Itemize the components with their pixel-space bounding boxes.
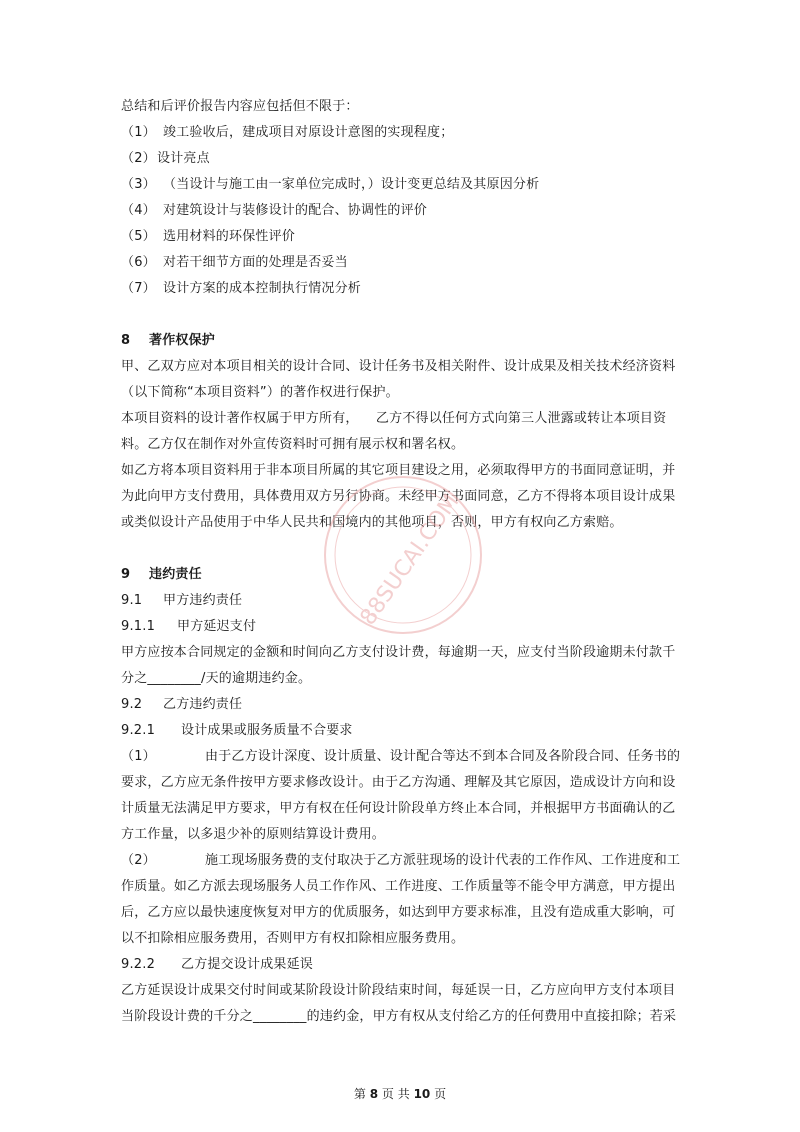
list-item-number: （2） bbox=[121, 151, 156, 166]
list-item bbox=[121, 120, 681, 146]
list-item-number: （4） bbox=[121, 203, 156, 218]
paragraph-line: 分之________/天的逾期违约金。 bbox=[121, 671, 312, 686]
footer-suffix: 页 bbox=[434, 1087, 447, 1101]
intro-list bbox=[121, 120, 681, 302]
list-item-number: （3） bbox=[121, 177, 156, 192]
list-item-text: 施工现场服务费的支付取决于乙方派驻现场的设计代表的工作作风、工作进度和工 bbox=[205, 853, 681, 868]
paragraph-line: 料。乙方仅在制作对外宣传资料时可拥有展示权和署名权。 bbox=[121, 437, 465, 452]
footer-page-number: 8 bbox=[369, 1087, 379, 1101]
list-item-number: （6） bbox=[121, 255, 156, 270]
paragraph-line: 如乙方将本项目资料用于非本项目所属的其它项目建设之用，必须取得甲方的书面同意证明，并 bbox=[121, 463, 676, 478]
page-footer bbox=[0, 1085, 800, 1102]
subsection-9-2-heading bbox=[121, 692, 681, 718]
paragraph-line: 后，乙方应以最快速度恢复对甲方的优质服务，如达到甲方要求标准，且没有造成重大影响，可 bbox=[121, 905, 676, 920]
paragraph-line: 作质量。如乙方派去现场服务人员工作作风、工作进度、工作质量等不能令甲方满意，甲方提出 bbox=[121, 879, 676, 894]
subsection-number: 9.1.1 bbox=[121, 619, 156, 634]
section-8-heading bbox=[121, 328, 681, 354]
paragraph-line bbox=[121, 744, 681, 770]
paragraph-line bbox=[121, 848, 681, 874]
paragraph-line: 当阶段设计费的千分之________的违约金，甲方有权从支付给乙方的任何费用中直接扣除；若采 bbox=[121, 1009, 677, 1024]
paragraph-line: （以下简称“本项目资料”）的著作权进行保护。 bbox=[121, 385, 399, 400]
paragraph-line: 乙方延误设计成果交付时间或某阶段设计阶段结束时间，每延误一日，乙方应向甲方支付本项目 bbox=[121, 983, 676, 998]
section-8-body bbox=[121, 354, 681, 536]
list-item-text: 对若干细节方面的处理是否妥当 bbox=[163, 255, 348, 270]
footer-total-pages: 10 bbox=[413, 1087, 431, 1101]
watermark-text: 88SUCAI.COM bbox=[355, 489, 465, 630]
subsection-title: 设计成果或服务质量不合要求 bbox=[181, 723, 353, 738]
item-9-2-1-2 bbox=[121, 848, 681, 952]
section-number: 8 bbox=[121, 333, 131, 348]
list-item-text: 设计方案的成本控制执行情况分析 bbox=[163, 281, 362, 296]
paragraph-line: 以不扣除相应服务费用，否则甲方有权扣除相应服务费用。 bbox=[121, 931, 465, 946]
subsection-number: 9.2 bbox=[121, 697, 143, 712]
subsection-number: 9.1 bbox=[121, 593, 143, 608]
paragraph-line: 计质量无法满足甲方要求，甲方有权在任何设计阶段单方终止本合同，并根据甲方书面确认的乙 bbox=[121, 801, 676, 816]
paragraph-line: 本项目资料的设计著作权属于甲方所有， 乙方不得以任何方式向第三人泄露或转让本项目资 bbox=[121, 411, 667, 426]
paragraph-line: 甲方应按本合同规定的金额和时间向乙方支付设计费，每逾期一天，应支付当阶段逾期未付款千 bbox=[121, 645, 676, 660]
paragraph-line: 要求，乙方应无条件按甲方要求修改设计。由于乙方沟通、理解及其它原因，造成设计方向和设 bbox=[121, 775, 676, 790]
list-item-text: 由于乙方设计深度、设计质量、设计配合等达不到本合同及各阶段合同、任务书的 bbox=[205, 749, 681, 764]
subsection-9-1-heading bbox=[121, 588, 681, 614]
list-item-text: 选用材料的环保性评价 bbox=[163, 229, 296, 244]
list-item bbox=[121, 172, 681, 198]
list-item-number: （5） bbox=[121, 229, 156, 244]
paragraph-line: 或类似设计产品使用于中华人民共和国境内的其他项目，否则，甲方有权向乙方索赔。 bbox=[121, 515, 623, 530]
list-item-text: （当设计与施工由一家单位完成时，）设计变更总结及其原因分析 bbox=[163, 177, 540, 192]
footer-mid: 页 共 bbox=[381, 1087, 410, 1101]
list-item-text: 设计亮点 bbox=[157, 151, 210, 166]
list-item-number: （7） bbox=[121, 281, 156, 296]
list-item bbox=[121, 198, 681, 224]
paragraph-line: 为此向甲方支付费用，具体费用双方另行协商。未经甲方书面同意，乙方不得将本项目设计成果 bbox=[121, 489, 676, 504]
subsection-number: 9.2.2 bbox=[121, 957, 156, 972]
list-item-number: （2） bbox=[121, 853, 156, 868]
section-number: 9 bbox=[121, 567, 131, 582]
subsection-title: 乙方违约责任 bbox=[163, 697, 243, 712]
subsection-title: 甲方违约责任 bbox=[163, 593, 243, 608]
subsection-9-1-1-heading bbox=[121, 614, 681, 640]
list-item bbox=[121, 250, 681, 276]
subsection-title: 乙方提交设计成果延误 bbox=[181, 957, 314, 972]
list-item-text: 对建筑设计与装修设计的配合、协调性的评价 bbox=[163, 203, 428, 218]
section-title: 违约责任 bbox=[149, 567, 202, 582]
section-9-heading bbox=[121, 562, 681, 588]
intro-paragraph: 总结和后评价报告内容应包括但不限于： bbox=[121, 99, 359, 114]
list-item-number: （1） bbox=[121, 125, 156, 140]
list-item-text: 竣工验收后，建成项目对原设计意图的实现程度； bbox=[163, 125, 454, 140]
list-item bbox=[121, 146, 681, 172]
subsection-title: 甲方延迟支付 bbox=[177, 619, 257, 634]
paragraph-line: 甲、乙双方应对本项目相关的设计合同、设计任务书及相关附件、设计成果及相关技术经济资料 bbox=[121, 359, 676, 374]
list-item-number: （1） bbox=[121, 749, 156, 764]
footer-prefix: 第 bbox=[353, 1087, 366, 1101]
paragraph-line: 方工作量，以多退少补的原则结算设计费用。 bbox=[121, 827, 386, 842]
subsection-number: 9.2.1 bbox=[121, 723, 156, 738]
list-item bbox=[121, 224, 681, 250]
subsection-9-2-2-heading bbox=[121, 952, 681, 978]
document-body bbox=[121, 94, 681, 1030]
item-9-2-1-1 bbox=[121, 744, 681, 848]
subsection-9-2-1-heading bbox=[121, 718, 681, 744]
list-item bbox=[121, 276, 681, 302]
section-title: 著作权保护 bbox=[149, 333, 216, 348]
